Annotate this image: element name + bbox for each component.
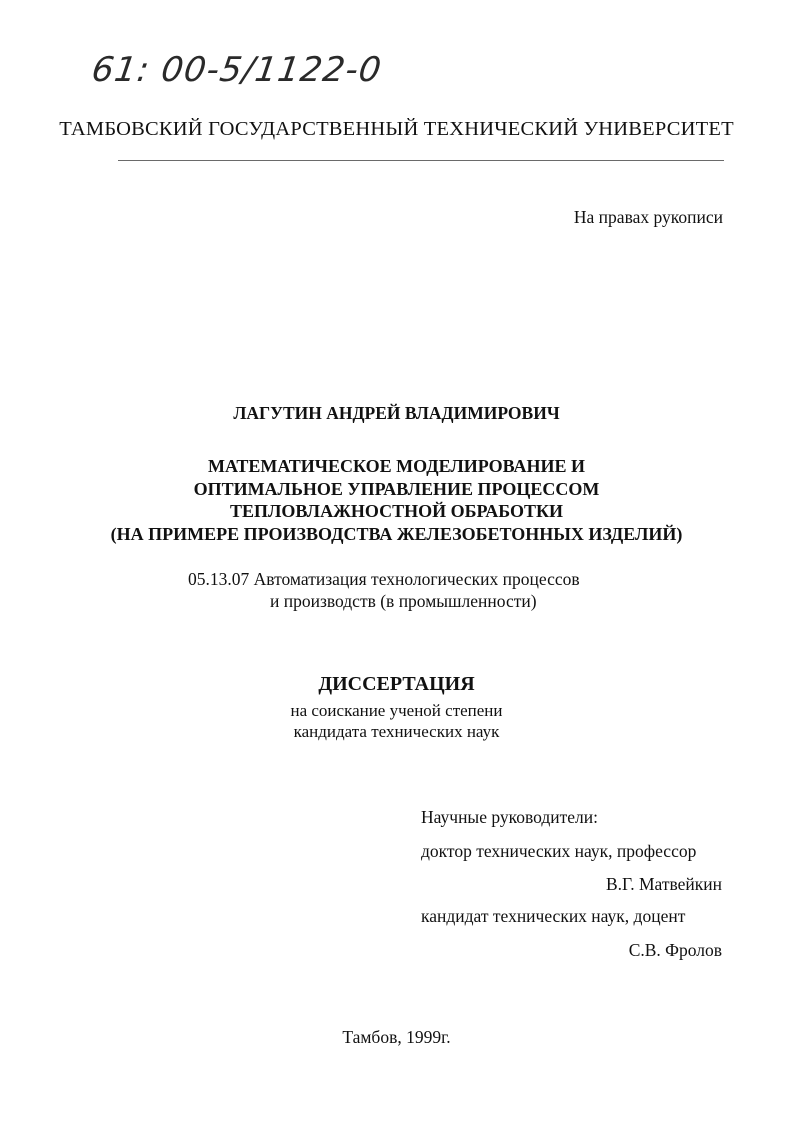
header-divider (118, 160, 724, 161)
dissertation-title (0, 455, 793, 545)
title-line: ТЕПЛОВЛАЖНОСТНОЙ ОБРАБОТКИ (229, 501, 564, 521)
rights-note: На правах рукописи (573, 207, 723, 227)
supervisors-heading: Научные руководители: (421, 807, 598, 827)
title-line: МАТЕМАТИЧЕСКОЕ МОДЕЛИРОВАНИЕ И (207, 456, 586, 476)
degree-line-1: на соискание ученой степени (290, 701, 503, 720)
dissertation-heading: ДИССЕРТАЦИЯ (318, 673, 475, 695)
supervisor-2-name: С.В. Фролов (628, 940, 722, 960)
author-name: ЛАГУТИН АНДРЕЙ ВЛАДИМИРОВИЧ (233, 403, 560, 423)
title-line: (НА ПРИМЕРЕ ПРОИЗВОДСТВА ЖЕЛЕЗОБЕТОННЫХ ИЗДЕЛИЙ) (110, 523, 683, 544)
specialty-line-2: и производств (в промышленности) (270, 591, 537, 611)
degree-line-2: кандидата технических наук (293, 722, 500, 741)
degree-description (0, 700, 793, 742)
university-name: ТАМБОВСКИЙ ГОСУДАРСТВЕННЫЙ ТЕХНИЧЕСКИЙ УНИВЕРСИТЕТ (59, 118, 734, 140)
supervisor-1-name: В.Г. Матвейкин (606, 874, 722, 894)
supervisor-2-title: кандидат технических наук, доцент (421, 906, 686, 926)
supervisor-1-title: доктор технических наук, профессор (421, 841, 697, 861)
archive-stamp: 61: 00-5/1122-0 (89, 50, 385, 90)
place-and-year: Тамбов, 1999г. (342, 1027, 451, 1047)
specialty-line-1: 05.13.07 Автоматизация технологических процессов (188, 569, 580, 589)
specialty (188, 568, 580, 612)
title-line: ОПТИМАЛЬНОЕ УПРАВЛЕНИЕ ПРОЦЕССОМ (193, 478, 600, 499)
